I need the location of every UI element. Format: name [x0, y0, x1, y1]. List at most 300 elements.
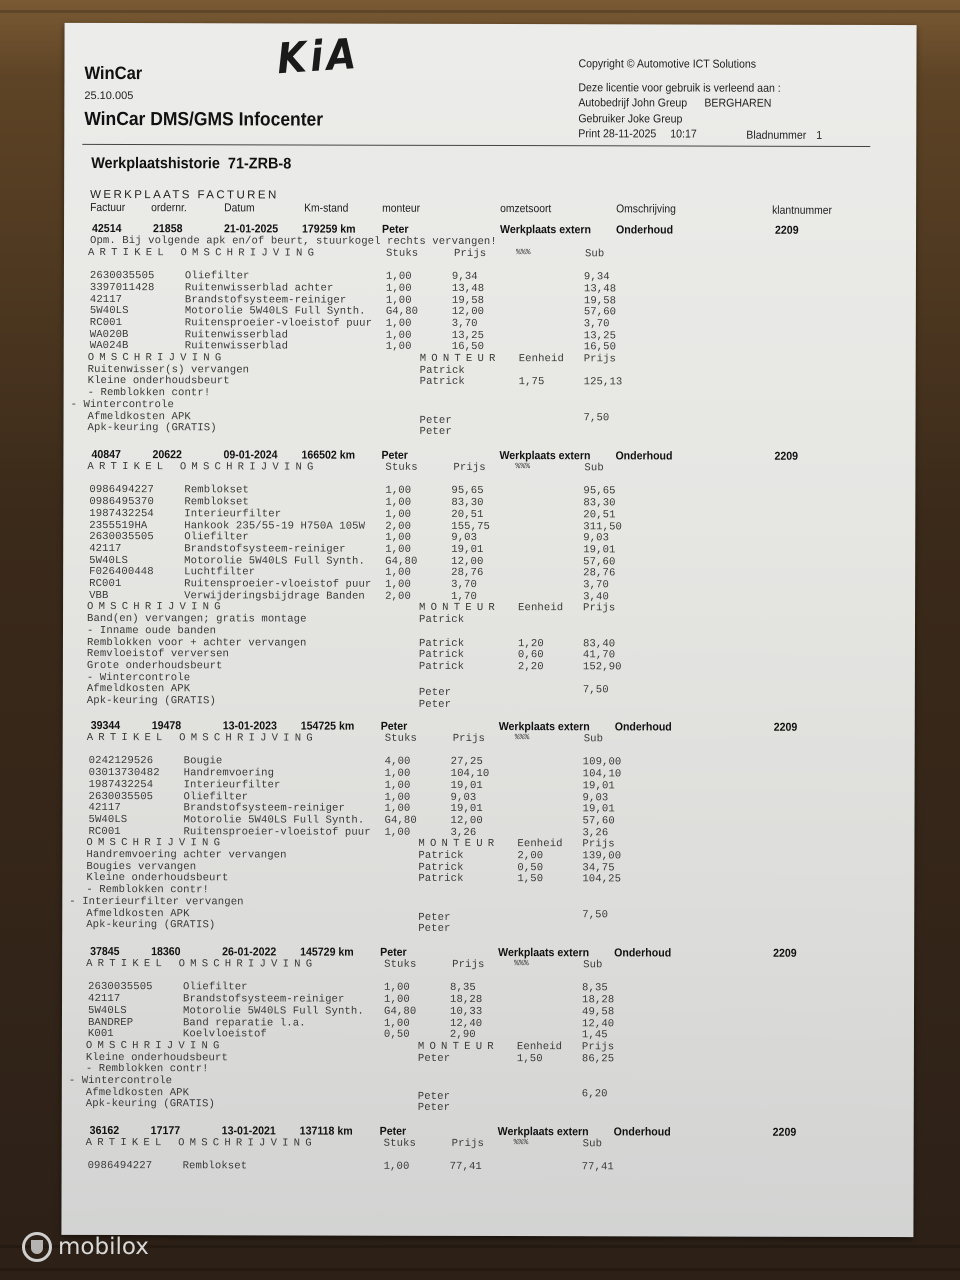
- article-subtotal: 57,60: [583, 306, 617, 319]
- article-subtotal: 28,76: [583, 567, 616, 580]
- labor-description: - Remblokken contr!: [85, 1063, 209, 1076]
- article-description: Remblokset: [184, 496, 249, 509]
- monteur-header: MONTEUR: [419, 352, 501, 366]
- labor-description: Apk-keuring (GRATIS): [87, 422, 217, 435]
- invoice-mechanic: Peter: [380, 720, 408, 733]
- article-quantity: 0,50: [383, 1028, 410, 1041]
- labor-units: 2,20: [517, 660, 544, 674]
- labor-description: Kleine onderhoudsbeurt: [85, 1051, 228, 1064]
- labor-mechanic: Patrick: [418, 861, 464, 874]
- article-code: 3397011428: [89, 281, 155, 294]
- customer-number: 2209: [775, 224, 799, 237]
- page-title: Werkplaatshistorie 71-ZRB-8: [91, 154, 292, 173]
- article-subtotal: 57,60: [583, 555, 616, 568]
- article-price: 19,58: [451, 294, 485, 307]
- article-code: 0242129526: [88, 755, 154, 768]
- article-description: Oliefilter: [184, 531, 249, 544]
- invoice-date: 09-01-2024: [223, 449, 278, 462]
- customer-number: 2209: [773, 947, 797, 960]
- article-quantity: 1,00: [385, 270, 412, 283]
- license-line: Deze licentie voor gebruik is verleend aan :: [578, 82, 781, 95]
- article-subtotal: 77,41: [581, 1161, 614, 1174]
- eenheid-header: Eenheid: [517, 838, 563, 851]
- article-header: ARTIKEL OMSCHRIJVING: [87, 460, 319, 474]
- monteur-header: MONTEUR: [417, 1040, 499, 1053]
- revenue-type: Werkplaats extern: [497, 1126, 589, 1139]
- odometer: 179259 km: [302, 223, 356, 236]
- article-description: Remblokset: [184, 484, 249, 497]
- col-monteur: monteur: [382, 202, 421, 215]
- invoice-number: 39344: [90, 719, 121, 733]
- article-description: Brandstofsysteem-reiniger: [183, 802, 345, 815]
- article-quantity: 1,00: [385, 329, 412, 342]
- article-subtotal: 104,10: [582, 768, 622, 781]
- article-price: 3,70: [451, 317, 478, 330]
- labor-price: 7,50: [583, 411, 610, 424]
- article-price: 19,01: [450, 779, 483, 792]
- article-description: Remblokset: [182, 1160, 248, 1173]
- labor-mechanic: Peter: [419, 426, 452, 439]
- revenue-type: Werkplaats extern: [500, 224, 592, 237]
- article-subtotal: 8,35: [582, 982, 608, 995]
- invoice-description: Onderhoud: [616, 224, 674, 237]
- app-title: WinCar DMS/GMS Infocenter: [84, 108, 324, 131]
- article-code: 1987432254: [89, 507, 154, 520]
- labor-mechanic: Patrick: [418, 873, 464, 886]
- article-code: 0986495370: [89, 496, 154, 509]
- article-price: 8,35: [450, 982, 476, 995]
- labor-price: 152,90: [582, 661, 622, 674]
- article-subtotal: 19,01: [582, 780, 615, 793]
- article-code: 1987432254: [88, 778, 154, 791]
- article-header: ARTIKEL OMSCHRIJVING: [86, 731, 318, 745]
- article-code: 42117: [89, 293, 123, 306]
- article-subtotal: 3,70: [583, 318, 610, 331]
- article-price: 3,70: [451, 578, 477, 591]
- invoice-number: 37845: [90, 945, 120, 959]
- invoice-mechanic: Peter: [379, 1125, 407, 1138]
- article-price: 3,26: [450, 826, 477, 839]
- invoice-mechanic: Peter: [380, 946, 407, 959]
- labor-prijs-header: Prijs: [581, 1041, 615, 1054]
- article-code: 5W40LS: [88, 813, 128, 826]
- article-description: Ruitensproeier-vloeistof puur: [184, 578, 372, 591]
- pct-header: %%%: [513, 1138, 529, 1148]
- article-subtotal: 95,65: [583, 485, 616, 498]
- article-price: 19,01: [451, 543, 484, 556]
- labor-mechanic: Patrick: [418, 649, 465, 662]
- labor-units: 0,50: [517, 861, 544, 874]
- article-subtotal: 13,25: [583, 329, 617, 342]
- labor-price: 86,25: [581, 1052, 615, 1065]
- stuks-header: Stuks: [383, 1137, 416, 1150]
- labor-header: OMSCHRIJVING: [85, 1039, 225, 1053]
- col-factuur: Factuur: [90, 201, 126, 215]
- col-klantnummer: klantnummer: [772, 204, 832, 217]
- labor-description: Remblokken voor + achter vervangen: [86, 636, 307, 650]
- user-line: Gebruiker Joke Greup: [578, 113, 683, 126]
- labor-description: Remvloeistof verversen: [86, 648, 230, 661]
- revenue-type: Werkplaats extern: [498, 947, 590, 960]
- labor-description: Grote onderhoudsbeurt: [86, 659, 223, 673]
- labor-mechanic: Peter: [419, 414, 452, 427]
- article-subtotal: 19,58: [583, 294, 617, 307]
- article-subtotal: 311,50: [583, 520, 623, 533]
- print-time: 10:17: [670, 128, 697, 141]
- labor-description: Kleine onderhoudsbeurt: [86, 872, 229, 885]
- article-description: Ruitenwisserblad: [184, 340, 289, 353]
- labor-header: OMSCHRIJVING: [87, 601, 226, 614]
- labor-description: Afmeldkosten APK: [85, 1086, 190, 1099]
- labor-description: - Inname oude banden: [86, 624, 217, 638]
- article-code: 2630035505: [89, 270, 155, 283]
- labor-description: - Interieurfilter vervangen: [69, 895, 244, 909]
- sub-header: Sub: [584, 247, 605, 260]
- labor-mechanic: Peter: [417, 1090, 451, 1103]
- sub-header: Sub: [584, 462, 604, 475]
- pct-header: %%%: [515, 462, 531, 472]
- labor-description: Handremvoering achter vervangen: [86, 848, 287, 862]
- prijs-header: Prijs: [453, 461, 486, 474]
- article-code: F026400448: [89, 566, 154, 579]
- invoice-description: Onderhoud: [614, 947, 672, 960]
- order-number: 19478: [151, 720, 182, 733]
- labor-units: 1,20: [517, 637, 544, 650]
- revenue-type: Werkplaats extern: [498, 721, 590, 734]
- copyright-text: Copyright © Automotive ICT Solutions: [578, 58, 757, 71]
- article-description: Ruitensproeier-vloeistof puur: [183, 825, 371, 839]
- article-quantity: 1,00: [384, 993, 410, 1006]
- article-price: 20,51: [451, 508, 484, 521]
- invoice-description: Onderhoud: [615, 450, 673, 463]
- article-quantity: G4,80: [385, 305, 419, 319]
- eenheid-header: Eenheid: [518, 602, 564, 615]
- labor-price: 83,40: [582, 637, 616, 650]
- order-number: 17177: [150, 1125, 181, 1138]
- labor-price: 6,20: [581, 1087, 608, 1100]
- article-code: 5W40LS: [89, 305, 129, 318]
- article-code: 2630035505: [89, 531, 154, 544]
- article-code: K001: [87, 1028, 114, 1041]
- page-label: Bladnummer: [746, 129, 807, 142]
- order-number: 20622: [152, 449, 182, 462]
- labor-mechanic: Peter: [417, 1102, 451, 1115]
- article-subtotal: 18,28: [582, 994, 615, 1007]
- col-kmstand: Km-stand: [304, 202, 349, 215]
- watermark: [22, 1232, 149, 1262]
- header-divider: [82, 144, 870, 147]
- article-code: RC001: [89, 316, 123, 329]
- article-header: ARTIKEL OMSCHRIJVING: [85, 1136, 317, 1150]
- article-code: RC001: [88, 825, 121, 838]
- article-price: 28,76: [451, 567, 484, 580]
- article-description: Band reparatie l.a.: [182, 1016, 306, 1030]
- labor-price: 139,00: [582, 850, 622, 863]
- customer-number: 2209: [773, 721, 798, 734]
- article-header: ARTIKEL OMSCHRIJVING: [86, 957, 318, 971]
- article-code: BANDREP: [87, 1016, 134, 1029]
- article-code: 2355519HA: [89, 519, 148, 532]
- article-subtotal: 3,26: [582, 826, 609, 839]
- article-description: Brandstofsysteem-reiniger: [183, 993, 345, 1006]
- article-code: 42117: [88, 993, 121, 1006]
- article-quantity: 1,00: [385, 485, 412, 498]
- article-quantity: 1,00: [384, 791, 411, 804]
- article-description: Oliefilter: [184, 270, 250, 283]
- pct-header: %%%: [514, 733, 530, 743]
- article-description: Motorolie 5W40LS Full Synth.: [184, 554, 366, 568]
- printed-document: [61, 23, 916, 1237]
- article-header: ARTIKEL OMSCHRIJVING: [87, 246, 320, 260]
- article-code: 5W40LS: [89, 554, 128, 567]
- labor-mechanic: Peter: [418, 923, 451, 936]
- mobilox-logo-icon: [22, 1232, 52, 1262]
- labor-price: 34,75: [582, 861, 615, 875]
- labor-mechanic: Patrick: [419, 613, 465, 627]
- licensee-name: Autobedrijf John Greup: [578, 97, 688, 110]
- article-quantity: 2,00: [385, 590, 411, 603]
- labor-price: 104,25: [582, 873, 622, 886]
- labor-units: 1,75: [518, 376, 545, 389]
- article-quantity: 2,00: [385, 520, 412, 533]
- article-subtotal: 49,58: [581, 1006, 615, 1019]
- article-quantity: 1,00: [384, 802, 411, 815]
- labor-units: 1,50: [517, 873, 544, 886]
- labor-mechanic: Patrick: [419, 376, 465, 389]
- labor-description: - Wintercontrole: [68, 1074, 173, 1088]
- labor-price: 7,50: [582, 684, 609, 697]
- stuks-header: Stuks: [384, 958, 417, 971]
- labor-description: Bougies vervangen: [86, 860, 197, 873]
- labor-prijs-header: Prijs: [583, 353, 617, 366]
- labor-description: Kleine onderhoudsbeurt: [87, 375, 230, 388]
- article-description: Hankook 235/55-19 H750A 105W: [184, 519, 366, 533]
- article-quantity: 1,00: [384, 982, 410, 995]
- prijs-header: Prijs: [453, 247, 487, 260]
- article-code: 42117: [88, 802, 121, 815]
- labor-prijs-header: Prijs: [582, 838, 615, 851]
- odometer: 154725 km: [300, 720, 355, 733]
- article-quantity: 1,00: [385, 578, 411, 591]
- labor-header: OMSCHRIJVING: [86, 837, 226, 850]
- article-subtotal: 83,30: [583, 497, 616, 510]
- labor-units: 0,60: [517, 649, 544, 662]
- stuks-header: Stuks: [384, 732, 418, 745]
- article-price: 18,28: [450, 993, 483, 1007]
- article-description: Bougie: [183, 755, 223, 768]
- article-description: Brandstofsysteem-reiniger: [184, 293, 347, 307]
- monteur-header: MONTEUR: [418, 838, 500, 851]
- invoice-date: 26-01-2022: [222, 946, 277, 959]
- order-number: 21858: [153, 223, 183, 236]
- section-title: WERKPLAATS FACTUREN: [90, 188, 279, 202]
- article-quantity: 1,00: [384, 767, 411, 780]
- order-number: 18360: [151, 946, 181, 959]
- article-description: Oliefilter: [183, 981, 248, 994]
- article-price: 77,41: [449, 1161, 482, 1174]
- labor-mechanic: Peter: [418, 698, 452, 711]
- stuks-header: Stuks: [385, 247, 419, 260]
- article-price: 12,00: [451, 555, 484, 568]
- article-description: Luchtfilter: [184, 566, 256, 579]
- article-subtotal: 109,00: [582, 756, 622, 769]
- watermark-text: mobilox: [58, 1234, 149, 1260]
- article-price: 10,33: [449, 1005, 483, 1018]
- article-price: 16,50: [451, 341, 485, 354]
- labor-description: - Remblokken contr!: [87, 387, 211, 400]
- handwritten-note: KiA: [275, 28, 361, 84]
- article-code: WA024B: [89, 340, 129, 353]
- software-version: 25.10.005: [84, 89, 134, 103]
- odometer: 166502 km: [301, 449, 356, 462]
- labor-mechanic: Peter: [418, 911, 451, 924]
- article-quantity: 1,00: [383, 1161, 410, 1174]
- article-price: 19,01: [450, 803, 483, 816]
- labor-prijs-header: Prijs: [583, 602, 616, 615]
- article-subtotal: 12,40: [581, 1017, 615, 1030]
- labor-price: 125,13: [583, 376, 623, 389]
- article-quantity: 1,00: [385, 282, 412, 295]
- labor-mechanic: Patrick: [418, 660, 465, 673]
- article-price: 12,00: [450, 814, 483, 827]
- article-code: WA020B: [89, 328, 129, 341]
- invoice-remark: Opm. Bij volgende apk en/of beurt, stuurkogel rechts vervangen!: [90, 234, 497, 249]
- labor-description: - Wintercontrole: [70, 398, 174, 411]
- brand-name: WinCar: [84, 62, 143, 84]
- invoice-description: Onderhoud: [614, 721, 672, 734]
- article-quantity: 4,00: [384, 756, 411, 769]
- article-subtotal: 16,50: [583, 341, 617, 354]
- labor-mechanic: Patrick: [418, 637, 465, 650]
- prijs-header: Prijs: [452, 958, 485, 971]
- sub-header: Sub: [582, 1138, 603, 1151]
- invoice-date: 13-01-2021: [221, 1125, 276, 1138]
- article-description: Brandstofsysteem-reiniger: [184, 543, 346, 556]
- article-code: 0986494227: [87, 1160, 153, 1173]
- article-quantity: 1,00: [385, 496, 412, 509]
- prijs-header: Prijs: [451, 1137, 484, 1150]
- invoice-number: 42514: [92, 222, 122, 236]
- article-price: 27,25: [450, 756, 483, 769]
- labor-description: Afmeldkosten APK: [87, 410, 191, 423]
- labor-units: 2,00: [517, 850, 544, 863]
- article-description: Ruitenwisserblad achter: [184, 281, 334, 295]
- invoice-number: 40847: [91, 448, 121, 462]
- article-subtotal: 3,70: [583, 579, 609, 592]
- invoice-number: 36162: [89, 1124, 120, 1138]
- eenheid-header: Eenheid: [518, 353, 564, 366]
- article-price: 12,00: [451, 306, 485, 319]
- article-description: Ruitensproeier-vloeistof puur: [184, 317, 373, 330]
- article-price: 9,34: [451, 270, 478, 284]
- article-quantity: 1,00: [385, 543, 412, 556]
- article-quantity: 1,00: [385, 294, 412, 307]
- labor-description: Apk-keuring (GRATIS): [86, 694, 216, 708]
- labor-description: Band(en) vervangen; gratis montage: [87, 613, 307, 626]
- monteur-header: MONTEUR: [419, 602, 500, 615]
- labor-description: Apk-keuring (GRATIS): [86, 919, 216, 932]
- article-code: 5W40LS: [87, 1004, 127, 1017]
- labor-description: - Remblokken contr!: [86, 884, 210, 897]
- labor-description: Apk-keuring (GRATIS): [85, 1098, 215, 1111]
- invoice-description: Onderhoud: [613, 1126, 671, 1139]
- print-date: Print 28-11-2025: [578, 128, 657, 141]
- article-quantity: 1,00: [384, 779, 411, 792]
- article-quantity: 1,00: [385, 317, 412, 330]
- odometer: 137118 km: [299, 1125, 353, 1138]
- article-quantity: G4,80: [384, 814, 417, 827]
- prijs-header: Prijs: [452, 732, 486, 745]
- article-code: RC001: [89, 577, 122, 591]
- article-description: Motorolie 5W40LS Full Synth.: [183, 814, 365, 827]
- article-quantity: 1,00: [385, 508, 412, 521]
- article-price: 12,40: [449, 1017, 483, 1030]
- labor-mechanic: Peter: [417, 1052, 451, 1065]
- article-subtotal: 20,51: [583, 509, 616, 522]
- article-quantity: 1,00: [385, 531, 412, 544]
- article-price: 2,90: [449, 1029, 476, 1042]
- article-price: 95,65: [451, 485, 484, 498]
- article-subtotal: 13,48: [583, 283, 617, 296]
- article-description: Interieurfilter: [184, 507, 282, 521]
- article-price: 83,30: [451, 496, 484, 510]
- invoice-mechanic: Peter: [381, 449, 408, 462]
- invoice-date: 13-01-2023: [222, 720, 277, 733]
- labor-price: 7,50: [582, 908, 609, 921]
- labor-description: Afmeldkosten APK: [86, 907, 190, 920]
- article-price: 104,10: [450, 767, 490, 781]
- pct-header: %%%: [515, 247, 531, 257]
- article-price: 9,03: [450, 791, 477, 804]
- article-quantity: 1,00: [385, 567, 412, 580]
- article-price: 9,03: [451, 532, 478, 545]
- article-price: 13,48: [451, 282, 485, 295]
- col-omzetsoort: omzetsoort: [500, 203, 552, 216]
- labor-description: - Wintercontrole: [86, 671, 191, 684]
- article-subtotal: 3,40: [583, 590, 609, 604]
- labor-mechanic: Peter: [418, 687, 452, 700]
- customer-number: 2209: [774, 450, 799, 463]
- article-code: 03013730482: [88, 767, 160, 780]
- labor-header: OMSCHRIJVING: [87, 351, 227, 365]
- article-description: Motorolie 5W40LS Full Synth.: [182, 1004, 364, 1018]
- pct-header: %%%: [514, 959, 529, 969]
- labor-price: 41,70: [582, 649, 616, 662]
- invoice-date: 21-01-2025: [224, 223, 279, 236]
- sub-header: Sub: [583, 733, 604, 746]
- labor-mechanic: Patrick: [419, 364, 465, 377]
- article-subtotal: 1,45: [581, 1029, 608, 1042]
- article-subtotal: 57,60: [582, 815, 615, 828]
- article-description: Handremvoering: [183, 767, 275, 780]
- col-ordernr: ordernr.: [151, 202, 187, 215]
- labor-mechanic: Patrick: [418, 849, 464, 862]
- article-price: 1,70: [451, 590, 477, 603]
- article-subtotal: 19,01: [582, 803, 615, 816]
- col-omschrijving: Omschrijving: [616, 203, 676, 216]
- eenheid-header: Eenheid: [516, 1040, 563, 1054]
- labor-units: 1,50: [516, 1052, 543, 1065]
- article-quantity: G4,80: [385, 555, 418, 568]
- article-subtotal: 9,03: [583, 532, 610, 545]
- article-price: 155,75: [451, 520, 491, 533]
- article-quantity: 1,00: [383, 1017, 410, 1030]
- invoice-mechanic: Peter: [382, 223, 409, 236]
- article-quantity: 1,00: [384, 826, 411, 839]
- article-subtotal: 9,03: [582, 791, 609, 804]
- col-datum: Datum: [224, 202, 255, 215]
- article-description: Ruitenwisserblad: [184, 328, 289, 342]
